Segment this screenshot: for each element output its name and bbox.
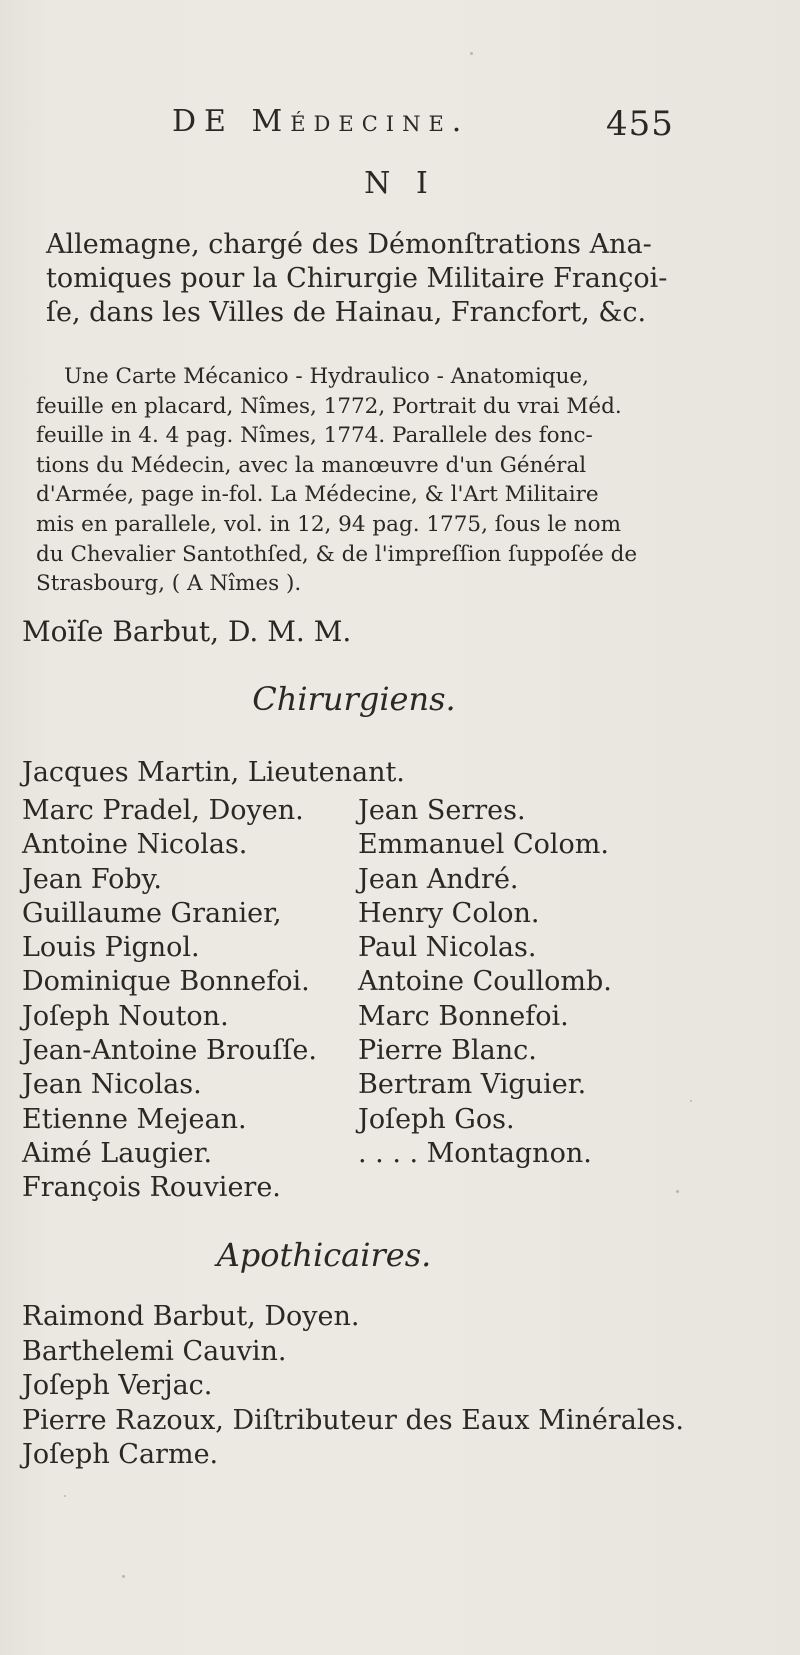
note-paragraph-line: feuille en placard, Nîmes, 1772, Portrait du vrai Méd. xyxy=(36,393,622,419)
surgeon-name: Jean Foby. xyxy=(22,863,162,895)
surgeon-name: . . . . Montagnon. xyxy=(358,1137,592,1169)
note-paragraph-line: Strasbourg, ( A Nîmes ). xyxy=(36,571,302,597)
surgeon-name: Aimé Laugier. xyxy=(22,1137,213,1169)
surgeon-name: Bertram Viguier. xyxy=(358,1069,587,1101)
surgeon-name: Jean Serres. xyxy=(358,795,526,826)
surgeon-name: Marc Bonnefoi. xyxy=(358,1000,569,1032)
section-letters: N I xyxy=(364,166,436,201)
paper-speck xyxy=(470,52,473,55)
running-title: DE Médecine. xyxy=(172,104,470,139)
apothicaires-heading: Apothicaires. xyxy=(216,1236,432,1274)
apothecary-name: Pierre Razoux, Diſtributeur des Eaux Minérales. xyxy=(22,1404,684,1436)
main-paragraph-line: tomiques pour la Chirurgie Militaire Françoi- xyxy=(46,263,668,294)
physician-entry: Moïſe Barbut, D. M. M. xyxy=(22,615,352,648)
page-number: 455 xyxy=(606,104,674,144)
note-paragraph-line: Une Carte Mécanico - Hydraulico - Anatomique, xyxy=(64,364,589,389)
surgeon-name: Antoine Nicolas. xyxy=(22,829,248,861)
apothecary-name: Joſeph Verjac. xyxy=(22,1370,213,1402)
note-paragraph-line: du Chevalier Santothſed, & de l'impreſſion ſuppoſée de xyxy=(36,541,638,567)
surgeon-name: Louis Pignol. xyxy=(22,932,200,964)
note-paragraph xyxy=(36,362,692,599)
apothecary-name: Raimond Barbut, Doyen. xyxy=(22,1301,360,1332)
surgeon-name: Antoine Coullomb. xyxy=(358,966,612,998)
surgeon-name: Emmanuel Colom. xyxy=(358,829,609,861)
running-head xyxy=(0,104,800,154)
paper-speck xyxy=(676,1190,679,1193)
paper-speck xyxy=(64,1495,66,1497)
paper-speck xyxy=(122,1575,125,1578)
note-paragraph-line: feuille in 4. 4 pag. Nîmes, 1774. Parallele des fonc- xyxy=(36,423,593,449)
surgeon-name: Etienne Mejean. xyxy=(22,1103,247,1135)
main-paragraph-line: ſe, dans les Villes de Hainau, Francfort, &c. xyxy=(46,297,647,328)
chirurgiens-heading: Chirurgiens. xyxy=(252,680,456,718)
surgeon-name: Jean-Antoine Brouſſe. xyxy=(22,1035,317,1067)
main-paragraph xyxy=(46,228,686,330)
surgeon-name: Joſeph Gos. xyxy=(358,1103,515,1135)
paper-speck xyxy=(690,1100,692,1102)
surgeon-name: Paul Nicolas. xyxy=(358,932,537,964)
surgeon-name: Guillaume Granier, xyxy=(22,897,282,929)
apothicaires-list xyxy=(22,1300,684,1473)
surgeon-name: Dominique Bonnefoi. xyxy=(22,966,310,998)
surgeon-name: François Rouviere. xyxy=(22,1172,281,1204)
chirurgiens-lead: Jacques Martin, Lieutenant. xyxy=(22,757,405,788)
surgeon-name: Henry Colon. xyxy=(358,897,540,929)
surgeon-name: Pierre Blanc. xyxy=(358,1035,537,1067)
apothecary-name: Joſeph Carme. xyxy=(22,1439,219,1471)
apothecary-name: Barthelemi Cauvin. xyxy=(22,1335,287,1367)
surgeon-name: Jean Nicolas. xyxy=(22,1069,202,1101)
surgeon-name: Joſeph Nouton. xyxy=(22,1000,229,1032)
note-paragraph-line: d'Armée, page in-fol. La Médecine, & l'Art Militaire xyxy=(36,482,599,508)
chirurgiens-right-column xyxy=(358,794,678,1171)
chirurgiens-left-column xyxy=(22,794,342,1206)
note-paragraph-line: mis en parallele, vol. in 12, 94 pag. 1775, ſous le nom xyxy=(36,511,621,537)
surgeon-name: Marc Pradel, Doyen. xyxy=(22,795,304,826)
surgeon-name: Jean André. xyxy=(358,863,519,895)
main-paragraph-line: Allemagne, chargé des Démonſtrations Ana- xyxy=(46,229,652,260)
note-paragraph-line: tions du Médecin, avec la manœuvre d'un Général xyxy=(36,452,587,478)
